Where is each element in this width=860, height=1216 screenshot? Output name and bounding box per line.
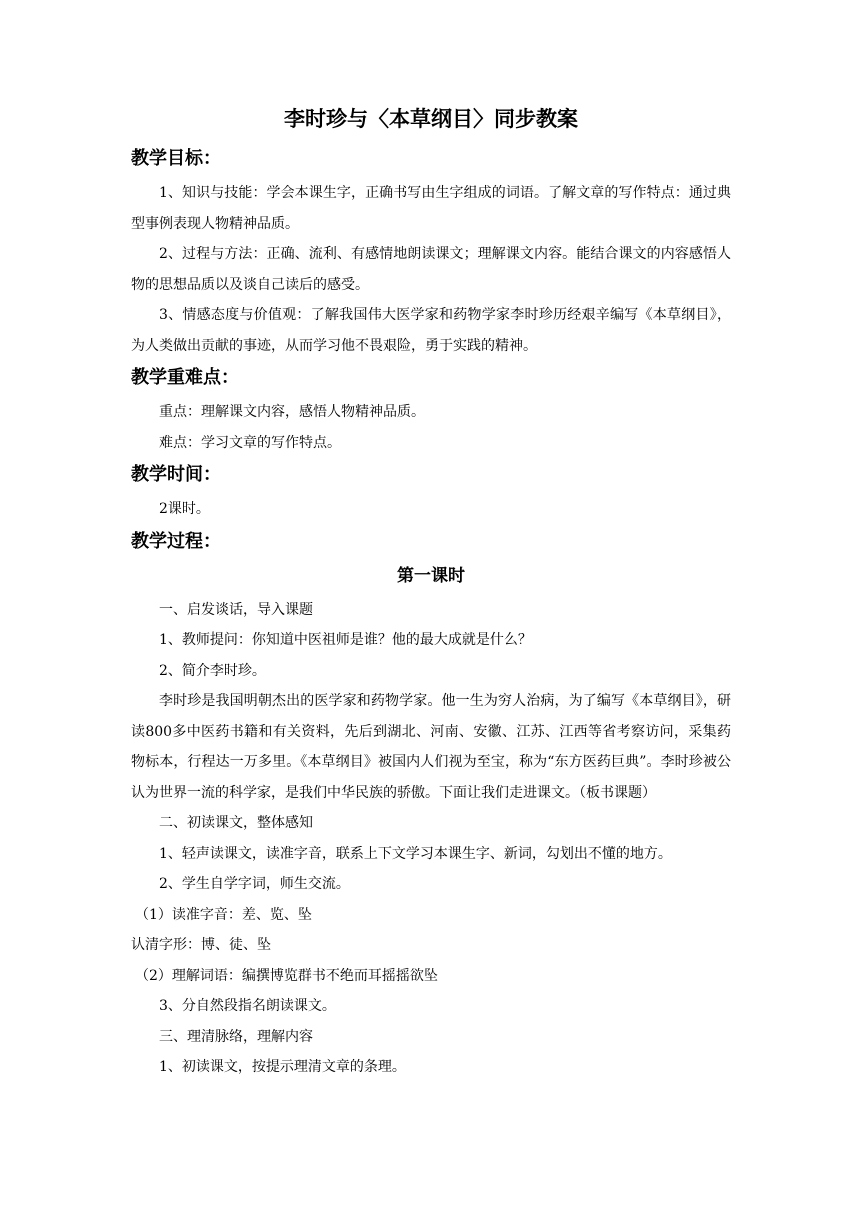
process-paragraph: 认清字形：博、徒、坠 [131,937,271,953]
process-paragraph: （1）读准字音：差、览、坠 [135,906,312,923]
process-paragraph: 2、简介李时珍。 [159,662,266,679]
process-paragraph: 2、学生自学字词，师生交流。 [159,876,350,892]
goal-paragraph: 1、知识与技能：学会本课生字，正确书写由生字组成的词语。了解文章的写作特点：通过典型事例表现人物精神品质。 [131,185,731,232]
process-paragraph: 1、轻声读课文，读准字音，联系上下文学习本课生字、新词，勾划出不懂的地方。 [159,845,672,862]
process-paragraph: 李时珍是我国明朝杰出的医学家和药物学家。他一生为穷人治病，为了编写《本草纲目》，研读800多中医药书籍和有关资料，先后到湖北、河南、安徽、江苏、江西等省考察访问，采集药物标本，行程达一万多里。《本草纲目》被国内人们视为至宝，称为“东方医药巨典”。李时珍被公认为世界一流的科学家，是我们中华民族的骄傲。下面让我们走进课文。（板书课题） [131,693,731,801]
keypoint-paragraph: 难点：学习文章的写作特点。 [159,434,341,451]
lesson-title: 第一课时 [397,565,465,586]
document-body [131,104,731,1083]
process-heading: 教学过程： [131,530,221,552]
keypoint-paragraph: 重点：理解课文内容，感悟人物精神品质。 [159,404,425,420]
process-paragraph: 三、理清脉络，理解内容 [159,1028,313,1045]
time-heading: 教学时间： [131,464,221,485]
keypoints-heading: 教学重难点： [131,367,239,388]
goal-paragraph: 3、情感态度与价值观：了解我国伟大医学家和药物学家李时珍历经艰辛编写《本草纲目》，为人类做出贡献的事迹，从而学习他不畏艰险，勇于实践的精神。 [131,307,731,354]
process-paragraph: 1、教师提问：你知道中医祖师是谁？他的最大成就是什么？ [159,632,532,648]
document-title: 李时珍与〈本草纲目〉同步教案 [284,107,578,131]
process-paragraph: 3、分自然段指名朗读课文。 [159,998,336,1014]
process-paragraph: 一、启发谈话，导入课题 [159,601,313,618]
goal-paragraph: 2、过程与方法：正确、流利、有感情地朗读课文；理解课文内容。能结合课文的内容感悟人物的思想品质以及谈自己读后的感受。 [131,246,731,293]
process-paragraph: （2）理解词语：编撰博览群书不绝而耳摇摇欲坠 [135,967,438,984]
process-paragraph: 二、初读课文，整体感知 [159,815,313,831]
process-paragraph: 1、初读课文，按提示理清文章的条理。 [159,1059,406,1075]
goals-heading: 教学目标： [131,148,221,169]
time-paragraph: 2课时。 [159,501,210,517]
